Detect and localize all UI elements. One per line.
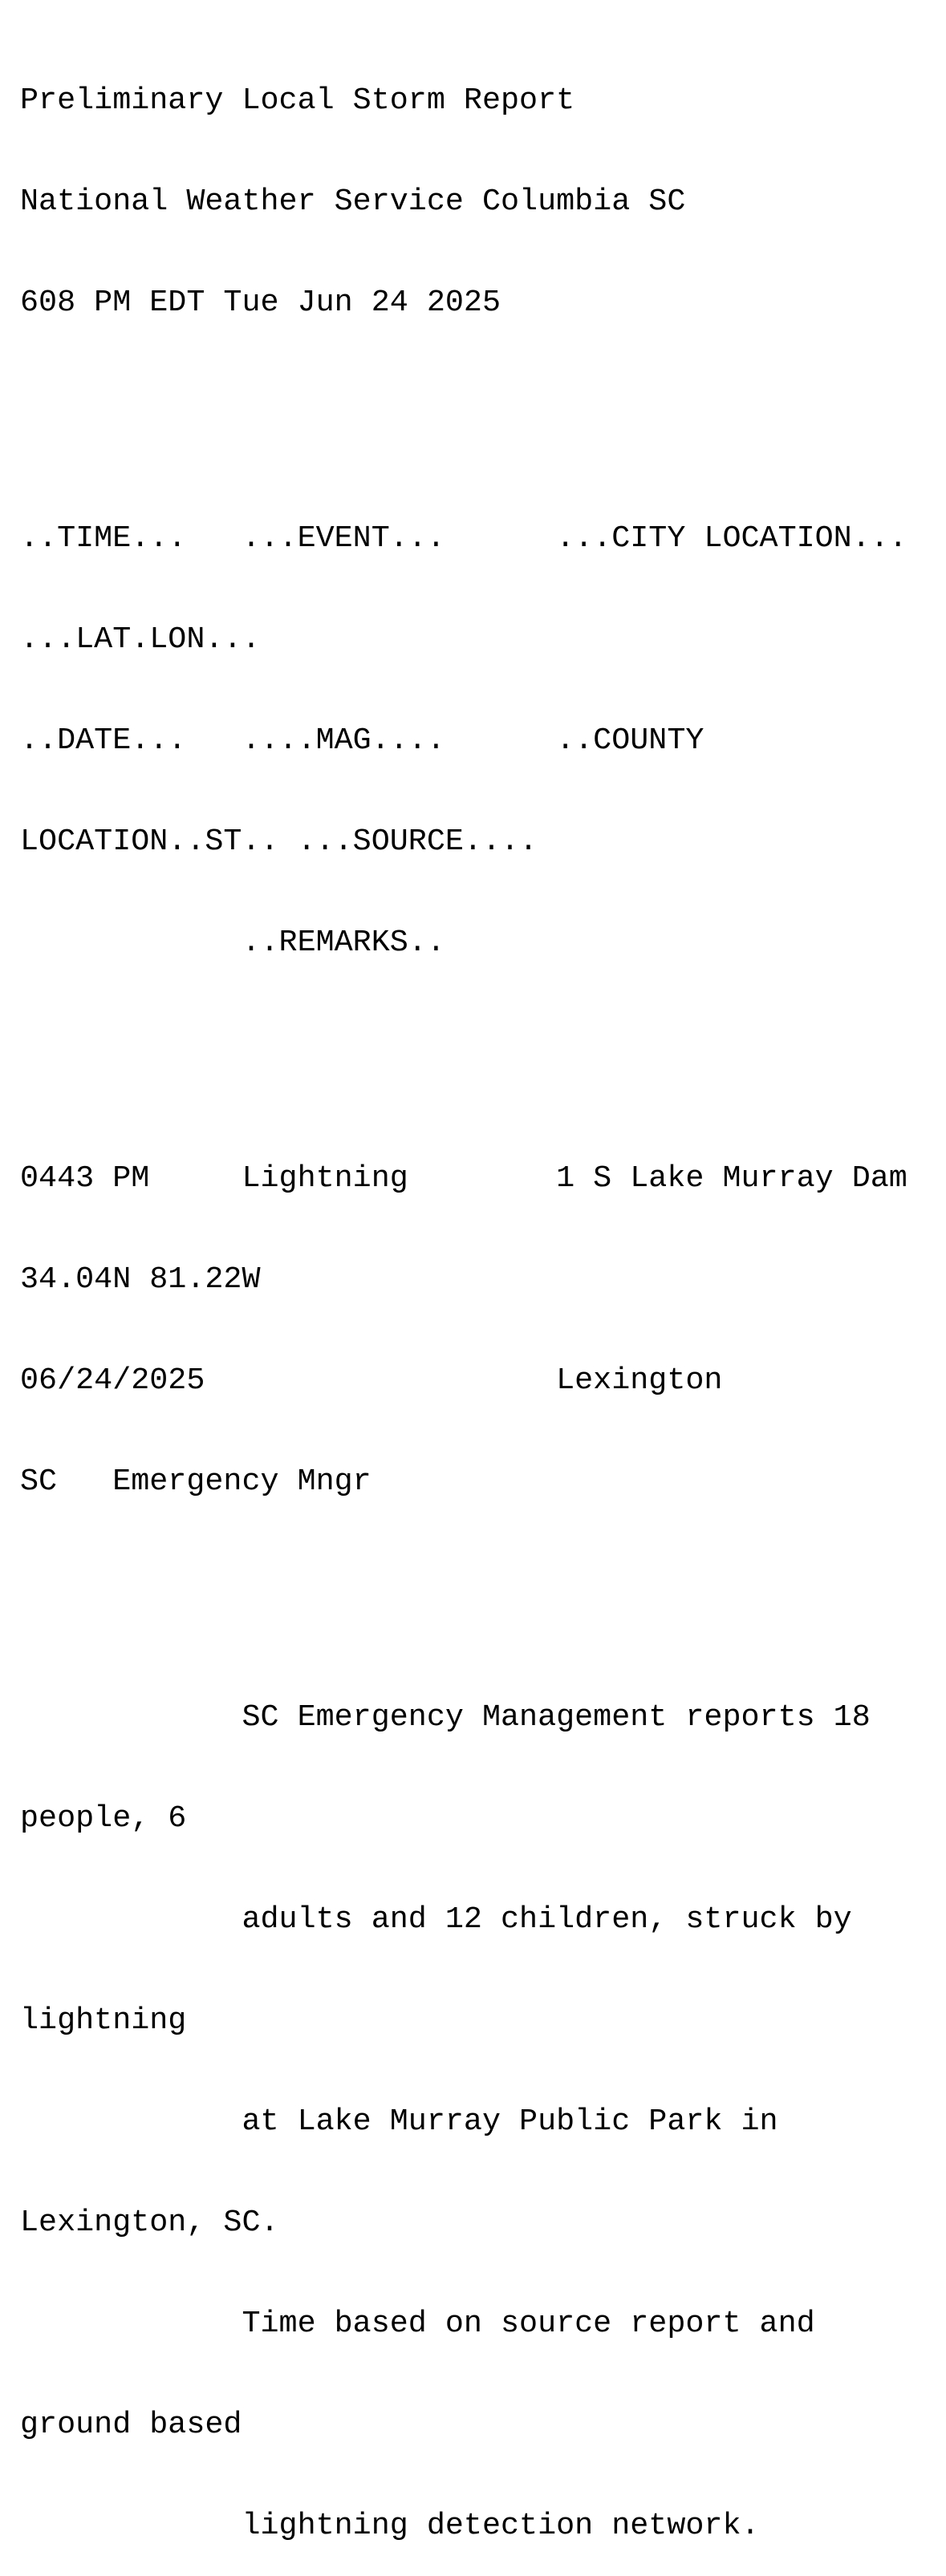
issue-time: 608 PM EDT Tue Jun 24 2025: [20, 285, 501, 320]
remarks-line: lightning detection network.: [20, 2508, 760, 2543]
remarks-line: ground based: [20, 2407, 242, 2442]
column-header-location-source: LOCATION..ST.. ...SOURCE....: [20, 824, 538, 859]
remarks-line: adults and 12 children, struck by: [20, 1902, 852, 1937]
issuing-office: National Weather Service Columbia SC: [20, 184, 686, 219]
spacer: [20, 387, 946, 420]
report-title: Preliminary Local Storm Report: [20, 83, 575, 118]
column-header-remarks: ..REMARKS..: [20, 925, 445, 960]
spacer: [20, 1027, 946, 1060]
remarks-line: at Lake Murray Public Park in: [20, 2104, 778, 2139]
remarks-line: people, 6: [20, 1800, 187, 1836]
remarks-line: lightning: [20, 2003, 187, 2038]
entry-state-source: SC Emergency Mngr: [20, 1464, 371, 1499]
entry-latlon: 34.04N 81.22W: [20, 1262, 261, 1297]
remarks-line: SC Emergency Management reports 18: [20, 1699, 871, 1735]
entry-date-county: 06/24/2025 Lexington: [20, 1363, 723, 1398]
remarks-line: Time based on source report and: [20, 2306, 815, 2341]
column-header-latlon: ...LAT.LON...: [20, 622, 261, 657]
column-header-time-event-city: ..TIME... ...EVENT... ...CITY LOCATION...: [20, 520, 907, 556]
spacer: [20, 1565, 946, 1599]
remarks-line: Lexington, SC.: [20, 2205, 279, 2240]
column-header-date-mag-county: ..DATE... ....MAG.... ..COUNTY: [20, 723, 704, 758]
entry-time-event-city: 0443 PM Lightning 1 S Lake Murray Dam: [20, 1160, 907, 1196]
